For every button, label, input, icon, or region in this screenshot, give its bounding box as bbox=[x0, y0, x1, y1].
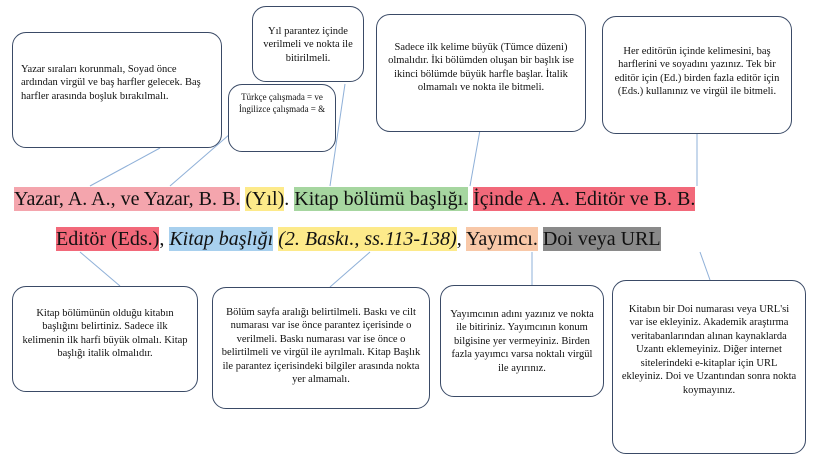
citation-chapter-title: Kitap bölümü başlığı. bbox=[294, 188, 469, 210]
citation-authors: Yazar, A. A., ve Yazar, B. B. bbox=[14, 188, 241, 210]
book-title-text: Kitap bölümünün olduğu kitabın başlığını belirtiniz. Sadece ilk kelimenin ilk harfi büyük olmalı. Kitap başlığı italik olmalıdır. bbox=[22, 308, 188, 360]
chapter-title-text: Sadece ilk kelime büyük (Tümce düzeni) olmalıdır. İki bölümden oluşan bir başlık ise ikinci bölümde büyük harfle başlar. İtalik olmamalı ve nokta ile bitmeli. bbox=[388, 42, 574, 94]
book-title-note bbox=[12, 286, 198, 392]
year-note bbox=[252, 6, 364, 82]
editors-note bbox=[602, 16, 792, 134]
editors-text: Her editörün içinde kelimesini, baş harflerini ve soyadını yazınız. Tek bir editör için (Ed.) birden fazla editör için (Eds.) kullanınız ve virgül ile bitmeli. bbox=[614, 46, 780, 98]
doi-note bbox=[612, 280, 806, 454]
publisher-text: Yayımcının adını yazınız ve nokta ile bitiriniz. Yayımcının konum bilgisine yer vermeyiniz. Birden fazla yayımcı varsa noktalı virgül ile ayırınız. bbox=[450, 309, 594, 374]
pages-note bbox=[212, 287, 430, 409]
ampersand-note bbox=[228, 84, 336, 152]
citation-publisher: Yayımcı. bbox=[465, 228, 538, 250]
author-order-note bbox=[12, 32, 222, 148]
chapter-title-note bbox=[376, 14, 586, 132]
author-order-text: Yazar sıraları korunmalı, Soyad önce ardından virgül ve baş harfler gelecek. Baş harfler arasında boşluk bırakılmalı. bbox=[21, 64, 201, 102]
citation-editors: İçinde A. A. Editör ve B. B. bbox=[473, 188, 696, 210]
citation-year: (Yıl) bbox=[245, 188, 285, 210]
citation-pages: (2. Baskı., ss.113-138) bbox=[278, 228, 457, 250]
citation-book-title: Kitap başlığı bbox=[169, 228, 274, 250]
publisher-note bbox=[440, 285, 604, 397]
doi-text: Kitabın bir Doi numarası veya URL'si var ise ekleyiniz. Akademik araştırma veritabanlarından alınan kaynaklarda Uzantı eklemeyiniz. Diğer internet sitelerindeki e-kitaplar için URL ekleyiniz. Doi ve Uzantından sonra nokta koymayınız. bbox=[621, 304, 797, 396]
citation-editors-cont: Editör (Eds.) bbox=[56, 228, 160, 250]
pages-text: Bölüm sayfa aralığı belirtilmeli. Baskı ve cilt numarası var ise önce parantez içerisinde o verilmeli. Baskı numarası var ise önce o belirtilmeli ve virgül ile ayrılmalı. Kitap Başlık ile parantez içerisindeki bilgiler arasında nokta yer almamalı. bbox=[221, 307, 421, 386]
citation-doi: Doi veya URL bbox=[542, 228, 661, 250]
citation-line-1: Yazar, A. A., ve Yazar, B. B. (Yıl). Kitap bölümü başlığı. İçinde A. A. Editör ve B. B. bbox=[14, 188, 696, 210]
year-text: Yıl parantez içinde verilmeli ve nokta ile bitirilmeli. bbox=[263, 26, 353, 64]
ampersand-text: Türkçe çalışmada = ve İngilizce çalışmada = & bbox=[238, 92, 326, 114]
citation-line-2: Editör (Eds.), Kitap başlığı (2. Baskı., ss.113-138), Yayımcı. Doi veya URL bbox=[56, 228, 661, 250]
